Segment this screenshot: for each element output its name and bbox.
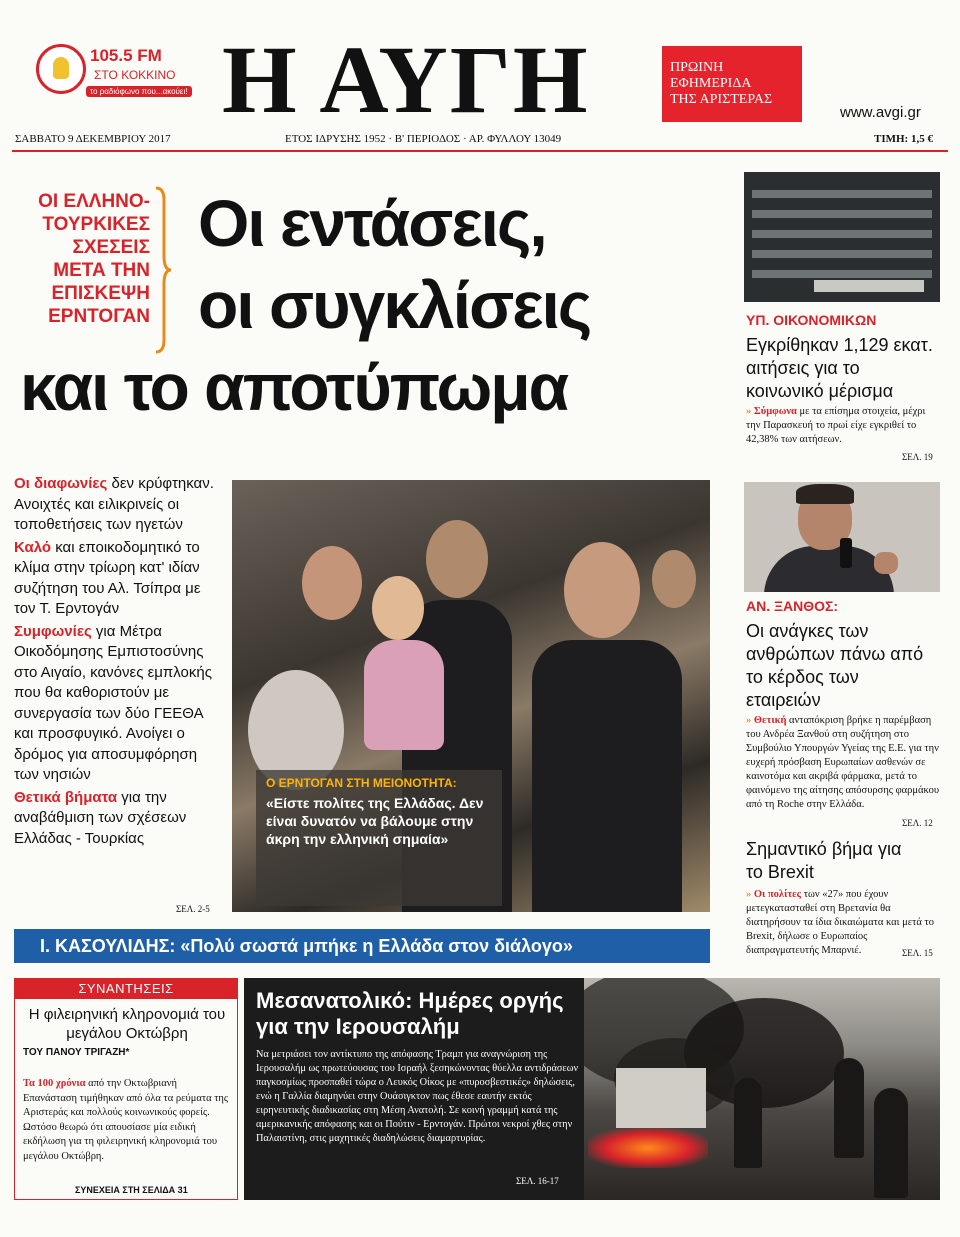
tagline-line: ΤΗΣ ΑΡΙΣΤΕΡΑΣ bbox=[670, 92, 773, 107]
story-body: » Οι πολίτες των «27» που έχουν μετεγκατασταθεί στη Βρετανία θα διατηρήσουν τα ίδια δικαιώματα και μετά το Brexit, δήλωσε ο Ευρωπαίος διαπραγματευτής Μπαρνιέ. bbox=[746, 889, 934, 956]
newspaper-title: Η ΑΥΓΗ bbox=[222, 26, 590, 133]
kicker-line: ΕΠΙΣΚΕΨΗ bbox=[51, 283, 150, 304]
kicker-line: ΟΙ ΕΛΛΗΝΟ- bbox=[38, 191, 150, 212]
curly-brace-icon bbox=[154, 186, 172, 354]
kicker-line: ΕΡΝΤΟΓΑΝ bbox=[48, 306, 150, 327]
xanthos-portrait-photo[interactable] bbox=[744, 482, 940, 592]
story-tag: ΥΠ. ΟΙΚΟΝΟΜΙΚΩΝ bbox=[746, 312, 877, 328]
story-body: » Θετική ανταπόκριση βρήκε η παρέμβαση του Ανδρέα Ξανθού στη συζήτηση στο Συμβούλιο Υπουργών Υγείας της Ε.Ε. για την ευχερή πρόσβαση Ευρωπαίων ασθενών σε καινοτόμα και ακριβά φάρμακα, μετά το φαινόμενο της αίτησης απόσυρσης φαρμάκου από τη Roche στην Ελλάδα. bbox=[746, 715, 940, 810]
story-headline[interactable]: Εγκρίθηκαν 1,129 εκατ. αιτήσεις για το κοινωνικό μέρισμα bbox=[746, 335, 933, 401]
photo-caption bbox=[256, 770, 502, 906]
kicker-line: ΜΕΤΑ ΤΗΝ bbox=[53, 260, 150, 281]
double-chevron-icon: » bbox=[746, 406, 752, 417]
mideast-story[interactable] bbox=[244, 978, 584, 1200]
radio-ad[interactable] bbox=[36, 40, 186, 100]
lead-paragraph: Θετικά βήματα για την αναβάθμιση των σχέσεων Ελλάδας - Τουρκίας bbox=[14, 788, 187, 847]
mideast-headline: Μεσανατολικό: Ημέρες οργής για την Ιερουσαλήμ bbox=[256, 988, 564, 1039]
kicker-line: ΣΧΕΣΕΙΣ bbox=[72, 237, 150, 258]
column-headline: Η φιλειρηνική κληρονομιά του μεγάλου Οκτώβρη bbox=[28, 1006, 226, 1042]
radio-station-name: ΣΤΟ ΚΟΚΚΙΝΟ bbox=[94, 68, 176, 82]
meetings-column[interactable] bbox=[14, 978, 238, 1200]
protest-photo[interactable] bbox=[584, 978, 940, 1200]
caption-title: Ο ΕΡΝΤΟΓΑΝ ΣΤΗ ΜΕΙΟΝΟΤΗΤΑ: bbox=[266, 776, 457, 790]
publication-date: ΣΑΒΒΑΤΟ 9 ΔΕΚΕΜΒΡΙΟΥ 2017 bbox=[15, 133, 171, 145]
tagline-line: ΕΦΗΜΕΡΙΔΑ bbox=[670, 76, 752, 91]
headline-line: Οι εντάσεις, bbox=[198, 186, 546, 260]
lead-page-ref: ΣΕΛ. 2-5 bbox=[176, 904, 210, 914]
kicker-line: ΤΟΥΡΚΙΚΕΣ bbox=[42, 214, 150, 235]
lead-paragraph: Οι διαφωνίες δεν κρύφτηκαν. Ανοιχτές και ειλικρινείς οι τοποθετήσεις των ηγετών bbox=[14, 475, 214, 533]
story-tag: ΑΝ. ΞΑΝΘΟΣ: bbox=[746, 598, 839, 614]
masthead-divider bbox=[12, 150, 948, 152]
price: ΤΙΜΗ: 1,5 € bbox=[874, 133, 933, 145]
column-author: ΤΟΥ ΠΑΝΟΥ ΤΡΙΓΑΖΗ* bbox=[23, 1047, 130, 1058]
column-tag: ΣΥΝΑΝΤΗΣΕΙΣ bbox=[15, 979, 237, 999]
story-body: » Σύμφωνα με τα επίσημα στοιχεία, μέχρι την Παρασκευή το πρωί είχε εγκριθεί το 42,38% των αιτήσεων. bbox=[746, 406, 926, 445]
tagline-line: ΠΡΩΙΝΗ bbox=[670, 60, 724, 75]
story-headline[interactable]: Οι ανάγκες των ανθρώπων πάνω από το κέρδος των εταιρειών bbox=[746, 621, 924, 710]
double-chevron-icon: » bbox=[746, 889, 752, 900]
lead-paragraph: Καλό και εποικοδομητικό το κλίμα στην τρίωρη κατ' ιδίαν συζήτηση του Αλ. Τσίπρα με τον Τ. Ερντογάν bbox=[14, 538, 201, 617]
story-page-ref: ΣΕΛ. 19 bbox=[902, 452, 933, 462]
radio-slogan: το ραδιόφωνο που...ακούει! bbox=[86, 86, 192, 97]
mideast-body: Να μετριάσει τον αντίκτυπο της απόφασης Τραμπ για αναγνώριση της Ιερουσαλήμ ως πρωτεύουσας του Ισραήλ ξεσηκώνοντας θύελλα αντιδράσεων παγκοσμίως προσπαθεί τώρα ο Λευκός Οίκος με «πυροσβεστικές» δηλώσεις, ενώ η Γαλλία διαμηνύει στην Ουάσιγκτον πως έθεσε εαυτήν εκτός ειρηνευτικής διαδικασίας στη Μέση Ανατολή. Σε κοινή γραμμή κατά της αμερικανικής απόφασης και οι Πούτιν - Ερντογάν. Πρώτοι νεκροί χθες στην Παλαιστίνη, στις μαχητικές διαδηλώσεις διαμαρτυρίας. bbox=[256, 1049, 579, 1144]
story-page-ref: ΣΕΛ. 12 bbox=[902, 818, 933, 828]
headline-line: και το αποτύπωμα bbox=[20, 350, 568, 424]
lead-bullets bbox=[14, 474, 226, 851]
website-link[interactable]: www.avgi.gr bbox=[840, 104, 921, 121]
story-headline[interactable]: Σημαντικό βήμα για το Brexit bbox=[746, 839, 902, 882]
caption-quote: «Είστε πολίτες της Ελλάδας. Δεν είναι δυνατόν να βάλουμε στην άκρη την ελληνική σημαία» bbox=[266, 795, 484, 847]
masthead-tagline bbox=[662, 46, 802, 122]
continued-ref: ΣΥΝΕΧΕΙΑ ΣΤΗ ΣΕΛΙΔΑ 31 bbox=[75, 1185, 188, 1195]
issue-info: ΕΤΟΣ ΙΔΡΥΣΗΣ 1952 · Β' ΠΕΡΙΟΔΟΣ · ΑΡ. ΦΥΛΛΟΥ 13049 bbox=[285, 133, 562, 145]
mideast-page-ref: ΣΕΛ. 16-17 bbox=[516, 1176, 559, 1186]
column-body: Τα 100 χρόνια από την Οκτωβριανή Επανάσταση τιμήθηκαν από όλα τα ρεύματα της Αριστεράς και πολλούς κοινωνικούς φορείς. Ωστόσο θεωρώ ότι απουσίασε μία ειδική εκδήλωση για τη φιλειρηνική κληρονομιά του μεγάλου Οκτώβρη. bbox=[23, 1078, 229, 1162]
kasoulidis-banner[interactable]: Ι. ΚΑΣΟΥΛΙΔΗΣ: «Πολύ σωστά μπήκε η Ελλάδα στον διάλογο» bbox=[14, 929, 710, 963]
headline-line: οι συγκλίσεις bbox=[198, 268, 591, 342]
radio-frequency: 105.5 FM bbox=[90, 46, 162, 65]
ministry-building-photo[interactable] bbox=[744, 172, 940, 302]
lead-paragraph: Συμφωνίες για Μέτρα Οικοδόμησης Εμπιστοσύνης στο Αιγαίο, κανόνες εμπλοκής που θα καθοριστούν με συνεργασία των δύο ΓΕΕΘΑ και προσφυγικό. Ανοίγει ο δρόμος για αποσυμφόρηση των νησιών bbox=[14, 622, 212, 783]
story-page-ref: ΣΕΛ. 15 bbox=[902, 948, 933, 958]
lead-kicker bbox=[22, 190, 150, 328]
lightbulb-icon bbox=[36, 44, 86, 94]
double-chevron-icon: » bbox=[746, 715, 752, 726]
